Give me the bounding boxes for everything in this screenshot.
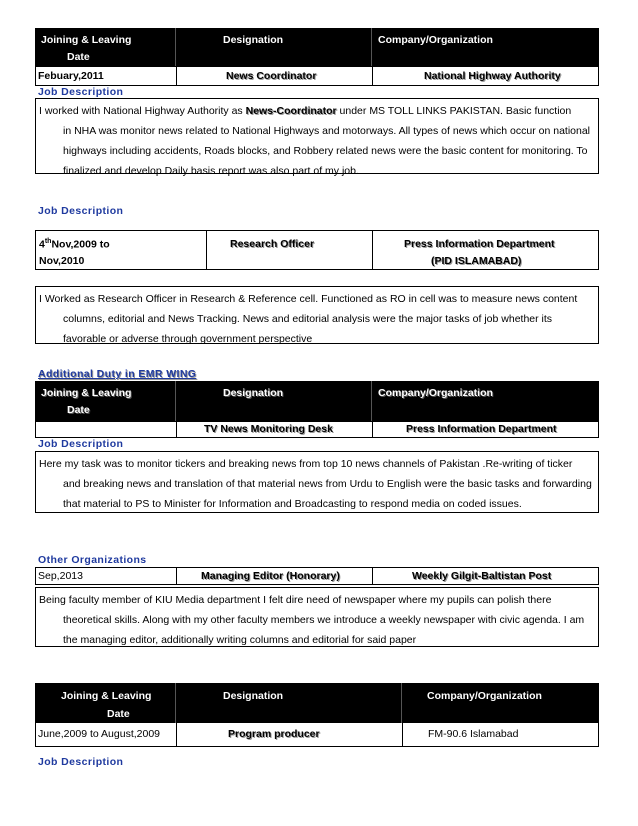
company-cell: Press Information Department	[404, 238, 555, 250]
job-description-other	[35, 587, 599, 647]
job-description-nha	[35, 98, 599, 177]
company-cell-line2: (PID ISLAMABAD)	[431, 255, 522, 267]
designation-header: Designation	[223, 34, 284, 46]
desc-line: the managing editor, additionally writing columns and editorial for said paper	[63, 634, 417, 646]
joining-leaving-header: Joining & Leaving	[61, 690, 152, 702]
job-description-emr	[35, 451, 599, 513]
desc-line: finalized and develop Daily basis report was also part of my job.	[63, 165, 359, 177]
joining-leaving-header: Joining & Leaving	[41, 387, 132, 399]
designation-cell: Managing Editor (Honorary)	[201, 570, 340, 582]
highlight-designation: News-Coordinator	[245, 105, 337, 117]
desc-line: I Worked as Research Officer in Research & Reference cell. Functioned as RO in cell was to measure news content	[39, 293, 578, 305]
date-cell-line2: Nov,2010	[39, 255, 85, 267]
table-row-pid	[35, 230, 599, 270]
company-header: Company/Organization	[427, 690, 542, 702]
desc-line: favorable or adverse through government perspective	[63, 333, 313, 345]
company-header: Company/Organization	[378, 387, 493, 399]
date-header: Date	[107, 708, 130, 720]
date-cell: June,2009 to August,2009	[38, 728, 161, 740]
date-cell: Sep,2013	[38, 570, 83, 582]
job-description-pid	[35, 286, 599, 344]
designation-cell: News Coordinator	[226, 70, 317, 82]
designation-header: Designation	[223, 387, 284, 399]
job-description-heading: Job Description	[38, 438, 124, 450]
company-cell: FM-90.6 Islamabad	[428, 728, 519, 740]
job-description-heading: Job Description	[38, 756, 124, 768]
desc-line: Being faculty member of KIU Media department I felt dire need of newspaper where my pupils can polish there	[39, 594, 552, 606]
company-cell: National Highway Authority	[424, 70, 561, 82]
date-header: Date	[67, 404, 90, 416]
job-description-heading: Job Description	[38, 86, 124, 98]
designation-cell: Research Officer	[230, 238, 315, 250]
desc-line: in NHA was monitor news related to National Highways and motorways. All types of news which occur on national	[63, 125, 591, 137]
section-title-emr: Additional Duty in EMR WING	[38, 368, 197, 380]
designation-header: Designation	[223, 690, 284, 702]
table-row-nha	[35, 66, 599, 86]
desc-line: Here my task was to monitor tickers and breaking news from top 10 news channels of Pakistan .Re-writing of ticker	[39, 458, 573, 470]
desc-line: columns, editorial and News Tracking. News and editorial analysis were the major tasks of job whether its	[63, 313, 553, 325]
desc-line: theoretical skills. Along with my other faculty members we introduce a weekly newspaper with civic agenda. I am	[63, 614, 585, 626]
job-description-heading: Job Description	[38, 205, 124, 217]
joining-leaving-header: Joining & Leaving	[41, 34, 132, 46]
section-title-other: Other Organizations	[38, 554, 147, 566]
table-header-emr	[35, 381, 599, 421]
company-cell: Weekly Gilgit-Baltistan Post	[412, 570, 552, 582]
table-row-emr	[35, 421, 599, 438]
date-cell: Febuary,2011	[38, 70, 104, 82]
date-cell: 4thNov,2009 to	[39, 238, 110, 251]
desc-line: and breaking news and translation of that material news from Urdu to English were the basic tasks and forwarding	[63, 478, 592, 490]
table-header-nha	[35, 28, 599, 66]
company-header: Company/Organization	[378, 34, 493, 46]
desc-line: that material to PS to Minister for Information and Broadcasting to respond media on coded issues.	[63, 498, 522, 510]
desc-line: highways including accidents, Roads blocks, and Robbery related news were the basic content for monitoring. To	[63, 145, 588, 157]
desc-line: I worked with National Highway Authority as News-Coordinator under MS TOLL LINKS PAKISTAN. Basic function	[39, 105, 572, 117]
table-row-fm	[35, 723, 599, 747]
company-cell: Press Information Department	[406, 423, 557, 435]
date-header: Date	[67, 51, 90, 63]
table-row-other	[35, 567, 599, 585]
designation-cell: Program producer	[228, 728, 320, 740]
designation-cell: TV News Monitoring Desk	[204, 423, 333, 435]
table-header-fm	[35, 683, 599, 723]
